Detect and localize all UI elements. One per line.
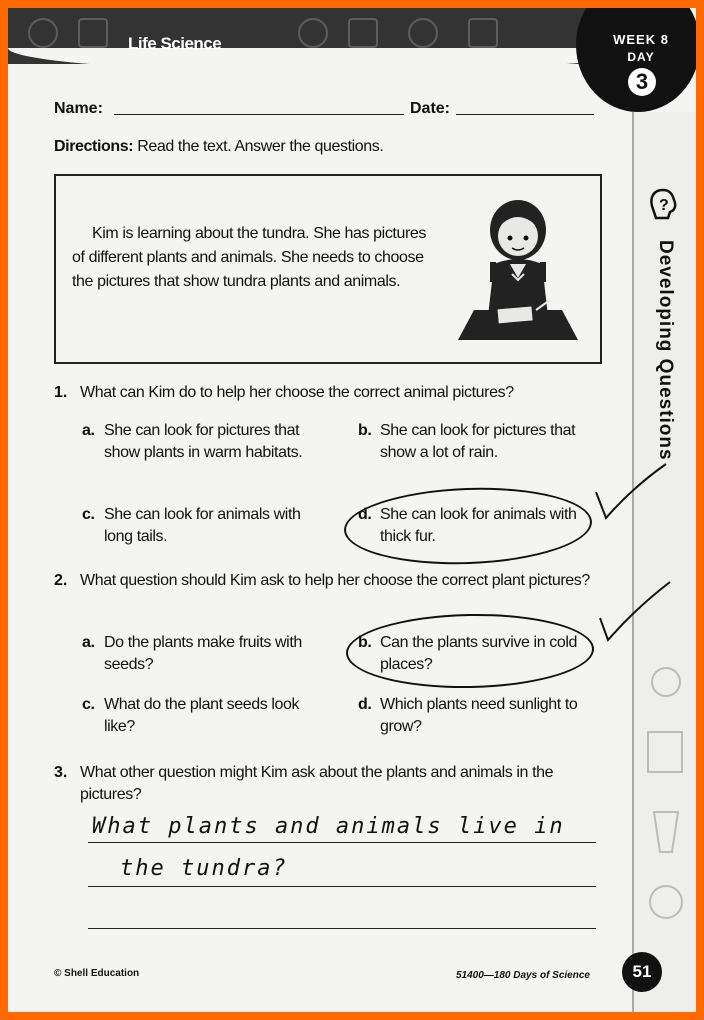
option-text: She can look for pictures that show a lot of rain. (380, 422, 576, 461)
q1-option-b[interactable] (358, 420, 580, 464)
question-number: 2. (54, 572, 68, 589)
checkmark-icon (596, 578, 676, 648)
doodle-icon (298, 18, 328, 48)
option-letter: a. (82, 634, 95, 651)
doodle-icon (28, 18, 58, 48)
page-number: 51 (622, 952, 662, 992)
question-3-text: What other question might Kim ask about the plants and animals in the pictures? (80, 764, 554, 803)
handwritten-answer-line-2: the tundra? (120, 856, 288, 881)
banner-curve (8, 48, 648, 72)
option-letter: d. (358, 696, 372, 713)
question-number: 3. (54, 764, 68, 781)
question-1-text: What can Kim do to help her choose the correct animal pictures? (80, 384, 514, 401)
option-letter: c. (82, 696, 95, 713)
worksheet-page (8, 8, 696, 1012)
name-field[interactable] (114, 114, 404, 115)
option-text: She can look for animals with long tails. (104, 506, 301, 545)
girl-at-desk-illustration (454, 192, 582, 342)
q2-option-a[interactable] (82, 632, 314, 676)
option-letter: c. (82, 506, 95, 523)
option-text: She can look for pictures that show plants in warm habitats. (104, 422, 303, 461)
option-letter: b. (358, 422, 372, 439)
section-title: Life Science (128, 34, 222, 53)
week-label: WEEK 8 (613, 32, 669, 47)
date-label: Date: (410, 100, 451, 117)
checkmark-icon (592, 458, 672, 528)
directions-text: Read the text. Answer the questions. (137, 138, 384, 155)
directions-label: Directions: (54, 138, 134, 155)
option-text: Can the plants survive in cold places? (380, 634, 578, 673)
answer-circle (345, 612, 594, 690)
clipboard-icon (78, 18, 108, 48)
handwritten-answer-line-1: What plants and animals live in (92, 814, 565, 839)
svg-text:?: ? (659, 197, 669, 214)
publisher-credit: © Shell Education (54, 968, 140, 979)
q1-option-c[interactable] (82, 504, 304, 548)
option-letter: d. (358, 506, 372, 523)
directions (54, 136, 383, 158)
answer-line[interactable] (88, 928, 596, 929)
passage-box (54, 174, 602, 364)
question-2-text: What question should Kim ask to help her choose the correct plant pictures? (80, 572, 590, 589)
q2-option-d[interactable] (358, 694, 600, 738)
sidebar-title: Developing Questions (655, 240, 676, 461)
passage-text: Kim is learning about the tundra. She has pictures of different plants and animals. She needs to choose the pictures that show tundra plants and animals. (72, 225, 426, 290)
answer-circle (343, 484, 594, 569)
science-doodles-icon (638, 652, 694, 952)
doodle-icon (348, 18, 378, 48)
option-text: She can look for animals with thick fur. (380, 506, 577, 545)
answer-line[interactable] (88, 842, 596, 843)
day-label: DAY (627, 50, 655, 64)
option-text: Which plants need sunlight to grow? (380, 696, 578, 735)
question-head-icon (648, 188, 678, 224)
q1-option-a[interactable] (82, 420, 314, 464)
day-number: 3 (628, 68, 656, 96)
answer-line[interactable] (88, 886, 596, 887)
question-number: 1. (54, 384, 68, 401)
option-letter: a. (82, 422, 95, 439)
option-letter: b. (358, 634, 372, 651)
q2-option-c[interactable] (82, 694, 314, 738)
date-field[interactable] (456, 114, 594, 115)
name-label: Name: (54, 100, 103, 117)
option-text: What do the plant seeds look like? (104, 696, 300, 735)
book-title: 51400—180 Days of Science (456, 970, 590, 981)
doodle-icon (468, 18, 498, 48)
doodle-icon (408, 18, 438, 48)
option-text: Do the plants make fruits with seeds? (104, 634, 302, 673)
